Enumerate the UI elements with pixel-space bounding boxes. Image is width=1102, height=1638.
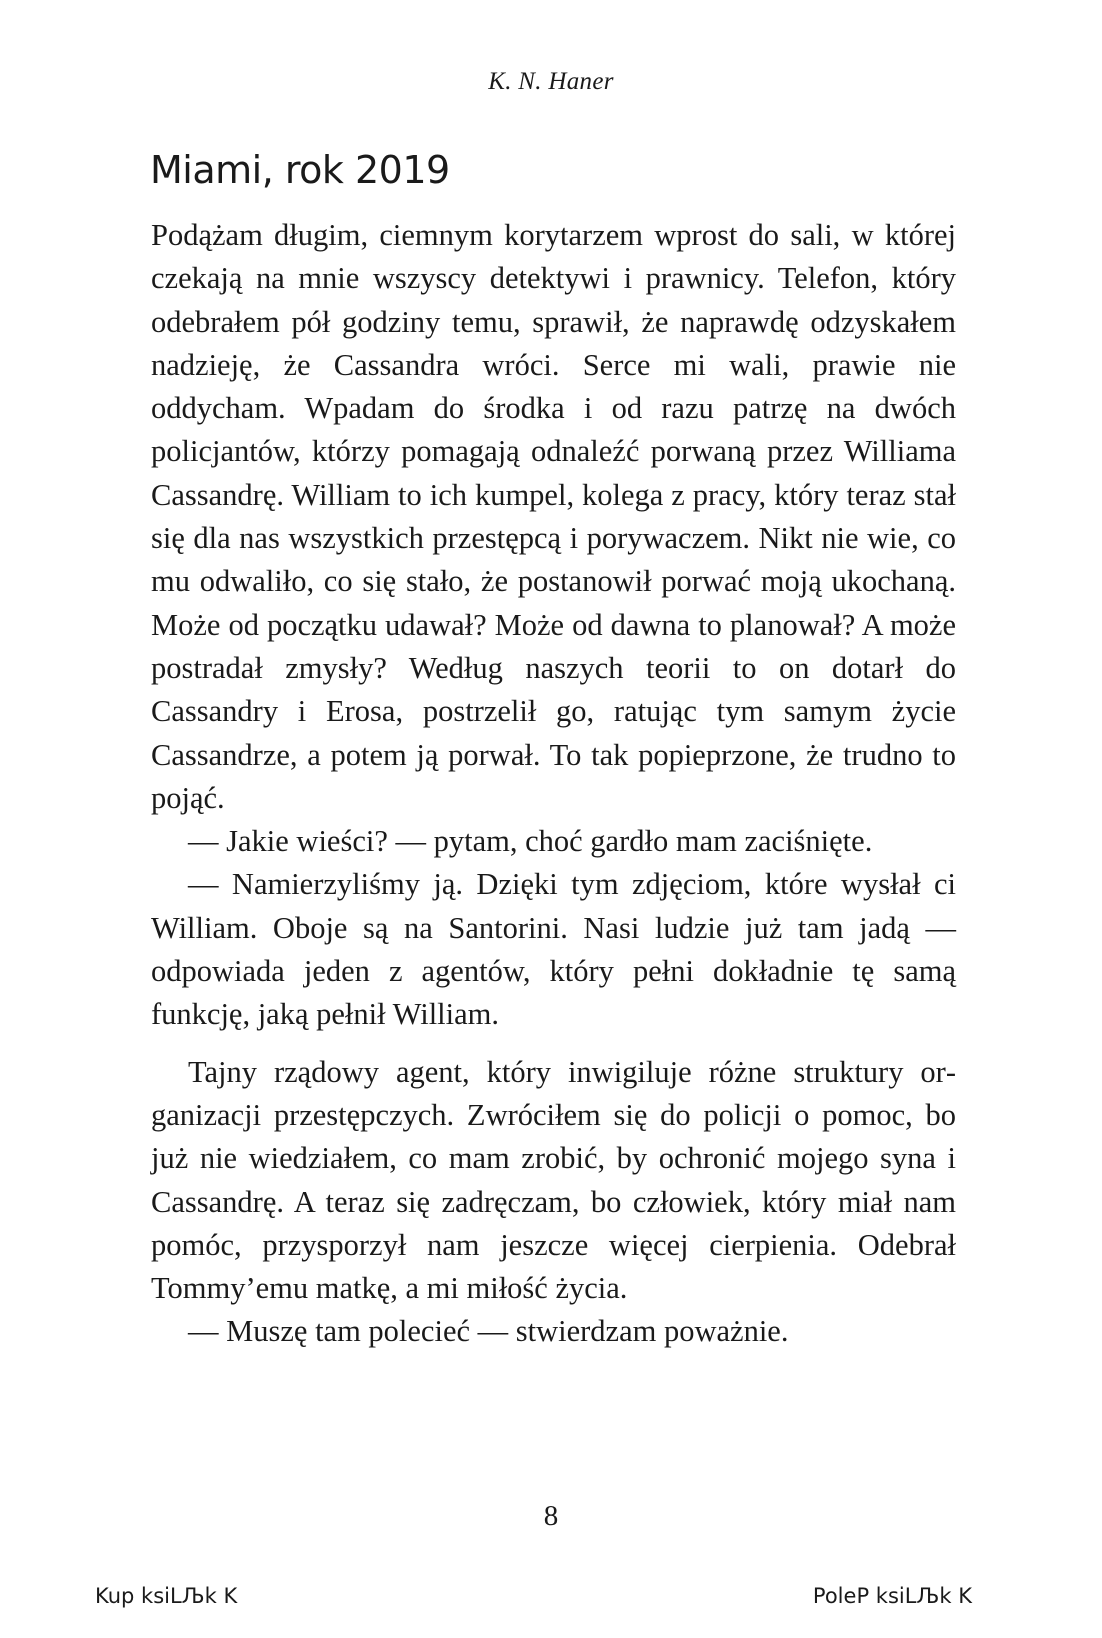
paragraph-3: — Namierzyliśmy ją. Dzięki tym zdjęciom, które wysłał ci William. Oboje są na Santorini. Nasi ludzie już tam jadą — odpowiada jeden z agentów, który pełni dokładnie tę samą funkcję, jaką pełnił William. bbox=[151, 867, 956, 1032]
paragraph-1: Podążam długim, ciemnym korytarzem wprost do sali, w której czekają na mnie wszyscy detektywi i prawnicy. Telefon, który odebrałem pół godziny temu, sprawił, że naprawdę odzyskałem nadzieję, że Cassandra wróci. Serce mi wali, prawie nie oddycham. Wpadam do środka i od razu patrzę na dwóch policjantów, którzy pomagają odnaleźć porwaną przez Williama Cassandrę. William to ich kumpel, kolega z pracy, który teraz stał się dla nas wszystkich przestępcą i porywaczem. Nikt nie wie, co mu odwaliło, co się stało, że postanowił porwać moją ukochaną. Może od początku udawał? Może od dawna to planował? A może postradał zmysły? Według naszych teorii to on dotarł do Cassandry i Erosa, postrzelił go, ratując tym samym życie Cassandrze, a potem ją porwał. To tak popieprzone, że trudno to pojąć. bbox=[151, 218, 956, 815]
buy-book-link[interactable]: Kup ksiLЉk K bbox=[95, 1584, 238, 1608]
paragraph-4: Tajny rządowy agent, który inwigiluje różne struktury organizacji przestępczych. Zwróciłem się do policji o pomoc, bo już nie wiedziałem, co mam zrobić, by ochronić mojego syna i Cassandrę. A teraz się zadręczam, bo człowiek, który miał nam pomóc, przysporzył nam jeszcze więcej cierpienia. Odebrał Tommy’emu matkę, a mi miłość życia. bbox=[151, 1054, 956, 1306]
page-number: 8 bbox=[543, 1500, 559, 1532]
paragraph-5: — Muszę tam polecieć — stwierdzam poważnie. bbox=[188, 1314, 789, 1349]
recommend-book-link[interactable]: PoleP ksiLЉk K bbox=[812, 1584, 972, 1608]
running-head-author: K. N. Haner bbox=[488, 68, 614, 95]
body-text bbox=[151, 214, 956, 1354]
chapter-title: Miami, rok 2019 bbox=[150, 148, 450, 192]
paragraph-2: — Jakie wieści? — pytam, choć gardło mam zaciśnięte. bbox=[188, 824, 873, 859]
